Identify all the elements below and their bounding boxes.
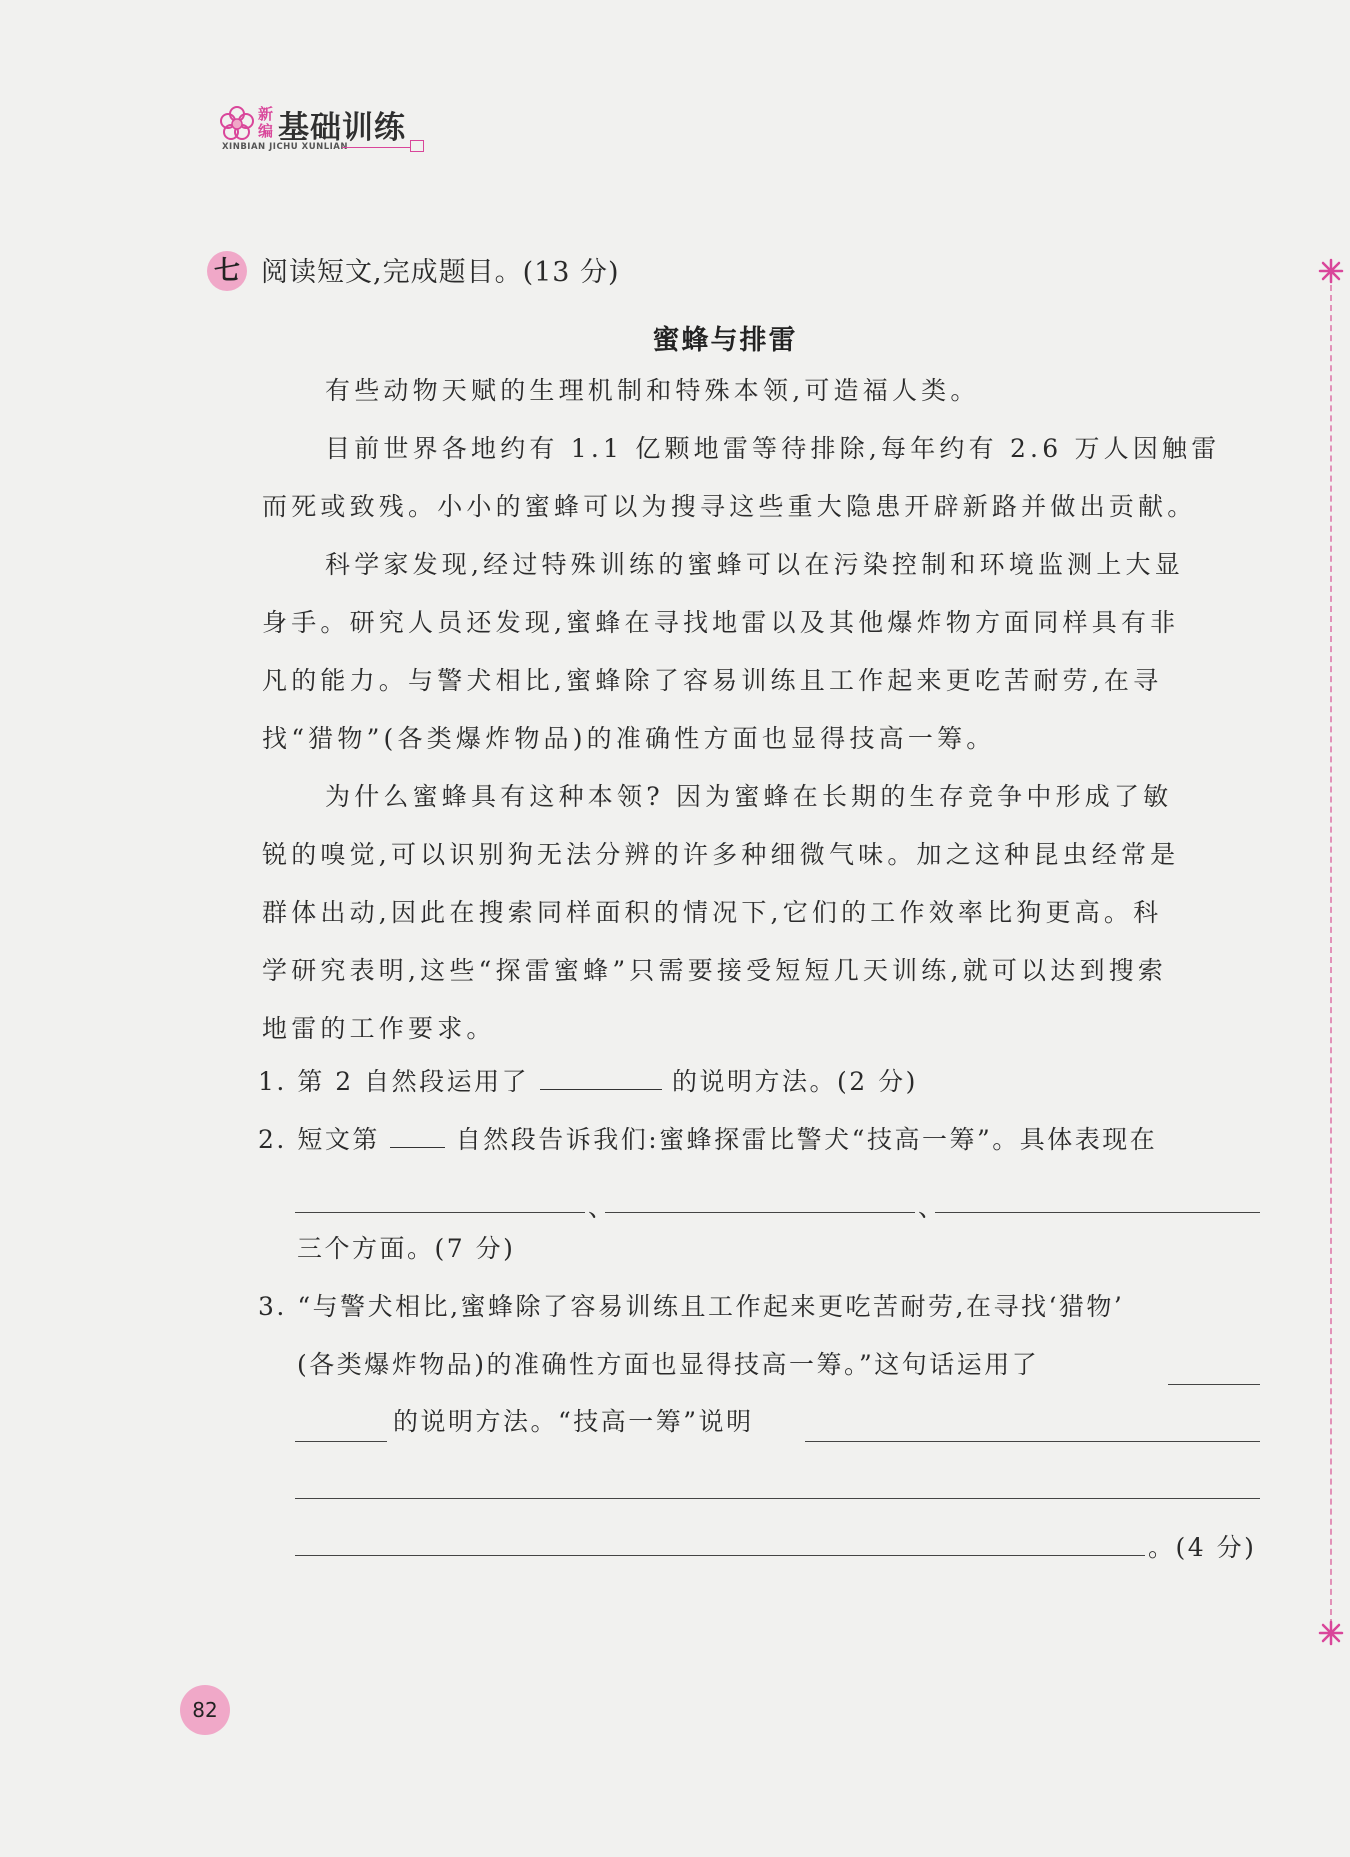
passage-line: 凡的能力。与警犬相比,蜜蜂除了容易训练且工作起来更吃苦耐劳,在寻 bbox=[262, 666, 1163, 695]
passage-line: 群体出动,因此在搜索同样面积的情况下,它们的工作效率比狗更高。科 bbox=[262, 898, 1163, 927]
logo-xinbian: 新编 bbox=[258, 105, 274, 140]
logo-title: 基础训练 bbox=[278, 110, 406, 146]
section-instruction: 阅读短文,完成题目。(13 分) bbox=[261, 257, 620, 288]
flower-icon bbox=[218, 104, 256, 142]
answer-blank-q3-method-b[interactable] bbox=[295, 1441, 387, 1442]
passage-line: 有些动物天赋的生理机制和特殊本领,可造福人类。 bbox=[325, 376, 980, 405]
answer-blank-q3-method-a[interactable] bbox=[1168, 1384, 1260, 1385]
passage-line: 而死或致残。小小的蜜蜂可以为搜寻这些重大隐患开辟新路并做出贡献。 bbox=[262, 492, 1197, 521]
question-text: “与警犬相比,蜜蜂除了容易训练且工作起来更吃苦耐劳,在寻找‘猎物’ bbox=[297, 1292, 1125, 1321]
passage-line: 找“猎物”(各类爆炸物品)的准确性方面也显得技高一筹。 bbox=[262, 724, 996, 753]
question-text: 短文第 bbox=[297, 1125, 380, 1154]
logo-underline bbox=[342, 147, 410, 148]
answer-line-q3-1[interactable] bbox=[805, 1441, 1260, 1442]
question-number: 2. bbox=[258, 1125, 287, 1154]
question-2-end: 三个方面。(7 分) bbox=[297, 1234, 516, 1263]
question-text: 的说明方法。(2 分) bbox=[672, 1067, 918, 1096]
section-number-badge: 七 bbox=[207, 251, 247, 291]
answer-line-q2-b[interactable] bbox=[605, 1212, 915, 1213]
passage-line: 为什么蜜蜂具有这种本领? 因为蜜蜂在长期的生存竞争中形成了敏 bbox=[325, 782, 1173, 811]
logo-subtitle: XINBIAN JICHU XUNLIAN bbox=[222, 142, 349, 152]
passage-line: 身手。研究人员还发现,蜜蜂在寻找地雷以及其他爆炸物方面同样具有非 bbox=[262, 608, 1180, 637]
question-2 bbox=[258, 1121, 1157, 1157]
passage-line: 锐的嗅觉,可以识别狗无法分辨的许多种细微气味。加之这种昆虫经常是 bbox=[262, 840, 1180, 869]
question-number: 3. bbox=[258, 1292, 287, 1321]
question-3-end: 。(4 分) bbox=[1148, 1533, 1257, 1562]
answer-line-q2-c[interactable] bbox=[935, 1212, 1260, 1213]
passage-line: 目前世界各地约有 1.1 亿颗地雷等待排除,每年约有 2.6 万人因触雷 bbox=[325, 434, 1221, 463]
star-icon bbox=[1318, 1620, 1344, 1646]
question-text: 自然段告诉我们:蜜蜂探雷比警犬“技高一筹”。具体表现在 bbox=[455, 1125, 1158, 1154]
question-text: (各类爆炸物品)的准确性方面也显得技高一筹。”这句话运用了 bbox=[297, 1350, 1040, 1379]
answer-line-q2-a[interactable] bbox=[295, 1212, 585, 1213]
question-number: 1. bbox=[258, 1067, 287, 1096]
separator: 、 bbox=[588, 1193, 616, 1222]
passage-line: 科学家发现,经过特殊训练的蜜蜂可以在污染控制和环境监测上大显 bbox=[325, 550, 1184, 579]
question-text: 第 2 自然段运用了 bbox=[297, 1067, 530, 1096]
question-3-line-2 bbox=[297, 1348, 1039, 1382]
question-1 bbox=[258, 1063, 918, 1099]
star-icon bbox=[1318, 258, 1344, 284]
passage-line: 地雷的工作要求。 bbox=[262, 1014, 496, 1043]
page-number: 82 bbox=[180, 1685, 230, 1735]
answer-line-q3-3[interactable] bbox=[295, 1555, 1145, 1556]
question-3 bbox=[258, 1290, 1124, 1324]
passage-title: 蜜蜂与排雷 bbox=[652, 325, 798, 356]
answer-blank-q1[interactable] bbox=[540, 1063, 662, 1090]
workbook-logo bbox=[218, 100, 428, 156]
separator: 、 bbox=[918, 1193, 946, 1222]
margin-dashed-line bbox=[1330, 285, 1332, 1625]
answer-blank-q2-paragraph[interactable] bbox=[390, 1121, 445, 1148]
answer-line-q3-2[interactable] bbox=[295, 1498, 1260, 1499]
passage-line: 学研究表明,这些“探雷蜜蜂”只需要接受短短几天训练,就可以达到搜索 bbox=[262, 956, 1168, 985]
question-3-line-3: 的说明方法。“技高一筹”说明 bbox=[393, 1407, 754, 1436]
logo-box bbox=[410, 140, 424, 152]
